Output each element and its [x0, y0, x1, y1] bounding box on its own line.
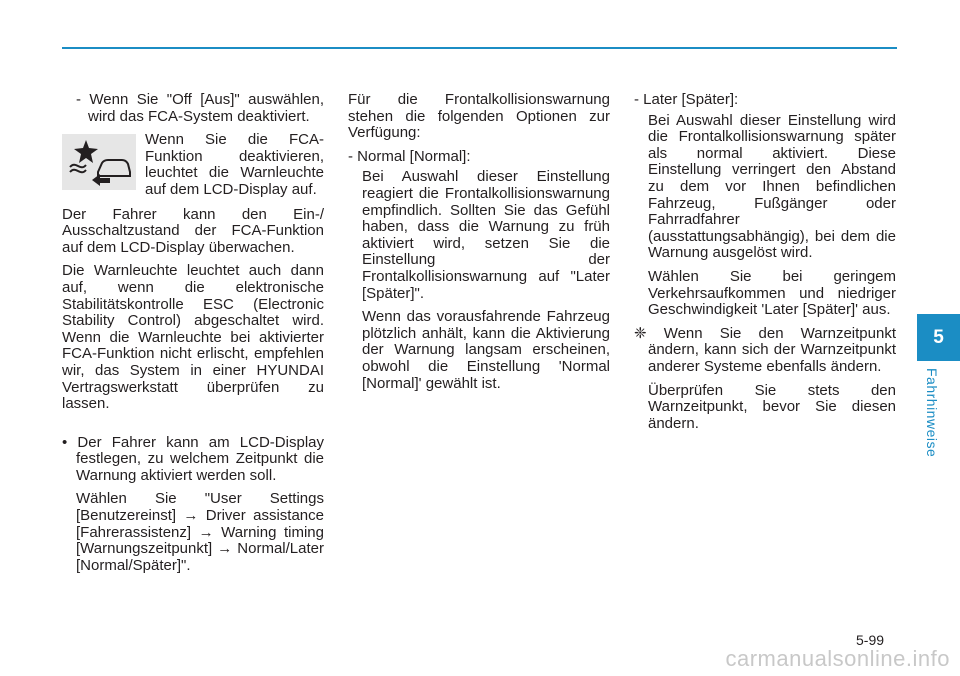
- column-1: [62, 92, 324, 581]
- warning-text: Wenn Sie die FCA-Funktion deaktivieren, leuchtet die Warnleuchte auf dem LCD-Display auf.: [145, 131, 324, 198]
- paragraph-esc: Die Warnleuchte leuchtet auch dann auf, wenn die elektronische Stabilitätskontrolle ESC (Electronic Stability Control) abgeschaltet wird. Wenn die Warnleuchte bei aktivierter FCA-Funktion nicht erlischt, empfehlen wir, das System in einer HYUNDAI Vertragswerkstatt überprüfen zu lassen.: [62, 262, 324, 413]
- options-intro: Für die Frontalkollisionswarnung stehen die folgenden Optionen zur Verfügung:: [348, 91, 610, 142]
- bullet-timing: • Der Fahrer kann am LCD-Display festlegen, zu welchem Zeitpunkt die Warnung aktiviert werden soll.: [62, 433, 324, 484]
- normal-heading: - Normal [Normal]:: [348, 147, 471, 165]
- later-description-2: Wählen Sie bei geringem Verkehrsaufkommen und niedriger Geschwindigkeit 'Later [Später]' aus.: [648, 267, 896, 319]
- off-option-note: - Wenn Sie "Off [Aus]" auswählen, wird das FCA-System deaktiviert.: [76, 91, 324, 125]
- timing-note: ❈ Wenn Sie den Warnzeitpunkt ändern, kann sich der Warnzeitpunkt anderer Systeme ebenfalls ändern.: [634, 324, 896, 375]
- later-description: Bei Auswahl dieser Einstellung wird die Frontalkollisionswarnung später als normal aktiviert. Diese Einstellung verringert den Abstand zu dem vor Ihnen befindlichen Fahrzeug, Fußgänger oder Fahrradfahrer (ausstattungsabhängig), bei dem die Warnung ausgelöst wird.: [648, 111, 896, 262]
- normal-description-2: Wenn das vorausfahrende Fahrzeug plötzlich anhält, kann die Aktivierung der Warnung langsam erscheinen, obwohl die Einstellung 'Normal [Normal]' gewählt ist.: [362, 308, 610, 392]
- watermark: carmanualsonline.info: [725, 646, 950, 671]
- timing-note-2: Überprüfen Sie stets den Warnzeitpunkt, bevor Sie diesen ändern.: [648, 381, 896, 432]
- fca-warning-light-icon: [62, 134, 136, 190]
- normal-description: Bei Auswahl dieser Einstellung reagiert die Frontalkollisionswarnung empfindlich. Sollten Sie das Gefühl haben, dass die Warnung zu früh aktiviert wird, setzen Sie die Einstellung der Frontalkollisionswarnung auf "Later [Später]".: [362, 168, 610, 302]
- column-2: [348, 92, 610, 399]
- paragraph-monitor: Der Fahrer kann den Ein-/ Ausschaltzustand der FCA-Funktion auf dem LCD-Display überwachen.: [62, 205, 324, 256]
- column-3: [634, 92, 896, 439]
- header-rule: [62, 47, 897, 49]
- chapter-tab: 5: [917, 314, 960, 361]
- warning-block: [62, 132, 324, 198]
- chapter-label: Fahrhinweise: [924, 368, 940, 458]
- later-heading: - Later [Später]:: [634, 91, 739, 108]
- settings-path: Wählen Sie "User Settings [Benutzereinst] → Driver assistance [Fahrerassistenz] → Warning timing [Warnungszeitpunkt] → Normal/Later [Normal/Später]".: [76, 490, 324, 574]
- page-number: 5-99: [856, 632, 885, 648]
